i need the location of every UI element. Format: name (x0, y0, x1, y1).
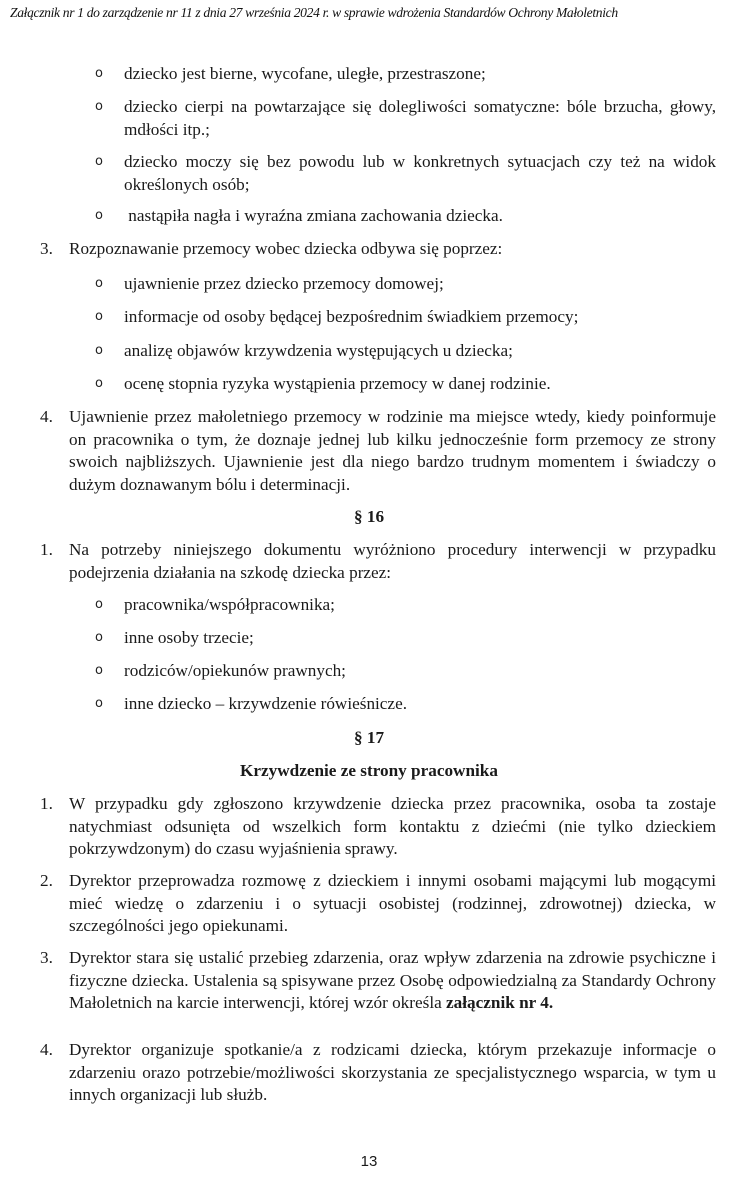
list-number: 1. (40, 540, 53, 559)
paragraph: Dyrektor przeprowadza rozmowę z dzieckiem i innymi osobami mającymi lub mogącymi mieć wiedzę o zdarzeniu i o sytuacji osobistej (rodzinnej, zdrowotnej) dziecka, w szczególności jego opiekunami. (69, 871, 716, 935)
list-item: analizę objawów krzywdzenia występujących u dziecka; (124, 341, 513, 360)
list-item: dziecko cierpi na powtarzające się dolegliwości somatyczne: bóle brzucha, głowy, mdłości itp.; (124, 97, 716, 139)
paragraph: Rozpoznawanie przemocy wobec dziecka odbywa się poprzez: (69, 239, 503, 258)
list-number: 3. (40, 239, 53, 258)
section-heading: § 16 (353, 507, 385, 526)
paragraph: W przypadku gdy zgłoszono krzywdzenie dziecka przez pracownika, osoba ta zostaje natychmiast odsunięta od wszelkich form kontaktu z dziećmi (nie tylko dzieckiem pokrzywdzonym) do czasu wyjaśnienia sprawy. (69, 794, 716, 858)
bullet-icon: o (95, 66, 103, 81)
paragraph-text: Dyrektor stara się ustalić przebieg zdarzenia, oraz wpływ zdarzenia na zdrowie psychiczne i fizyczne dziecka. Ustalenia są spisywane przez Osobę odpowiedzialną za Standardy Ochrony Małoletnich na karcie interwencji, której wzór określa (69, 948, 716, 1012)
list-item: dziecko moczy się bez powodu lub w konkretnych sytuacjach czy też na widok określonych osób; (124, 152, 716, 194)
page-header: Załącznik nr 1 do zarządzenie nr 11 z dnia 27 września 2024 r. w sprawie wdrożenia Standardów Ochrony Małoletnich (10, 5, 618, 20)
page-number: 13 (360, 1153, 378, 1170)
paragraph: Ujawnienie przez małoletniego przemocy w rodzinie ma miejsce wtedy, kiedy poinformuje on pracownika o tym, że doznaje jednej lub kilku jednocześnie form przemocy ze strony swoich najbliższych. Ujawnienie jest dla niego bardzo trudnym momentem i świadczy o dużym doznawanym bólu i determinacji. (69, 407, 716, 494)
bullet-icon: o (95, 376, 103, 391)
bullet-icon: o (95, 276, 103, 291)
paragraph: Dyrektor organizuje spotkanie/a z rodzicami dziecka, którym przekazuje informacje o zdarzeniu orazo potrzebie/możliwości skorzystania ze specjalistycznego wsparcia, w tym u innych organizacji lub służb. (69, 1040, 716, 1104)
section-subheading: Krzywdzenie ze strony pracownika (240, 761, 498, 780)
list-item: informacje od osoby będącej bezpośrednim świadkiem przemocy; (124, 307, 579, 326)
bullet-icon: o (95, 343, 103, 358)
paragraph: Na potrzeby niniejszego dokumentu wyróżniono procedury interwencji w przypadku podejrzenia działania na szkodę dziecka przez: (69, 540, 716, 582)
bullet-icon: o (95, 630, 103, 645)
list-number: 4. (40, 1040, 53, 1059)
list-item: dziecko jest bierne, wycofane, uległe, przestraszone; (124, 64, 486, 83)
list-item: pracownika/współpracownika; (124, 595, 335, 614)
list-number: 2. (40, 871, 53, 890)
bullet-icon: o (95, 696, 103, 711)
bullet-icon: o (95, 99, 103, 114)
section-heading: § 17 (353, 728, 385, 747)
list-item: nastąpiła nagła i wyraźna zmiana zachowania dziecka. (124, 206, 503, 225)
bullet-icon: o (95, 597, 103, 612)
list-item: ujawnienie przez dziecko przemocy domowej; (124, 274, 444, 293)
list-number: 1. (40, 794, 53, 813)
bullet-icon: o (95, 208, 103, 223)
list-number: 4. (40, 407, 53, 426)
list-number: 3. (40, 948, 53, 967)
bullet-icon: o (95, 154, 103, 169)
attachment-reference: załącznik nr 4. (446, 993, 554, 1012)
list-item: inne osoby trzecie; (124, 628, 254, 647)
list-item: ocenę stopnia ryzyka wystąpienia przemocy w danej rodzinie. (124, 374, 551, 393)
list-item: inne dziecko – krzywdzenie rówieśnicze. (124, 694, 407, 713)
list-item: rodziców/opiekunów prawnych; (124, 661, 346, 680)
bullet-icon: o (95, 309, 103, 324)
bullet-icon: o (95, 663, 103, 678)
paragraph (69, 947, 716, 1015)
